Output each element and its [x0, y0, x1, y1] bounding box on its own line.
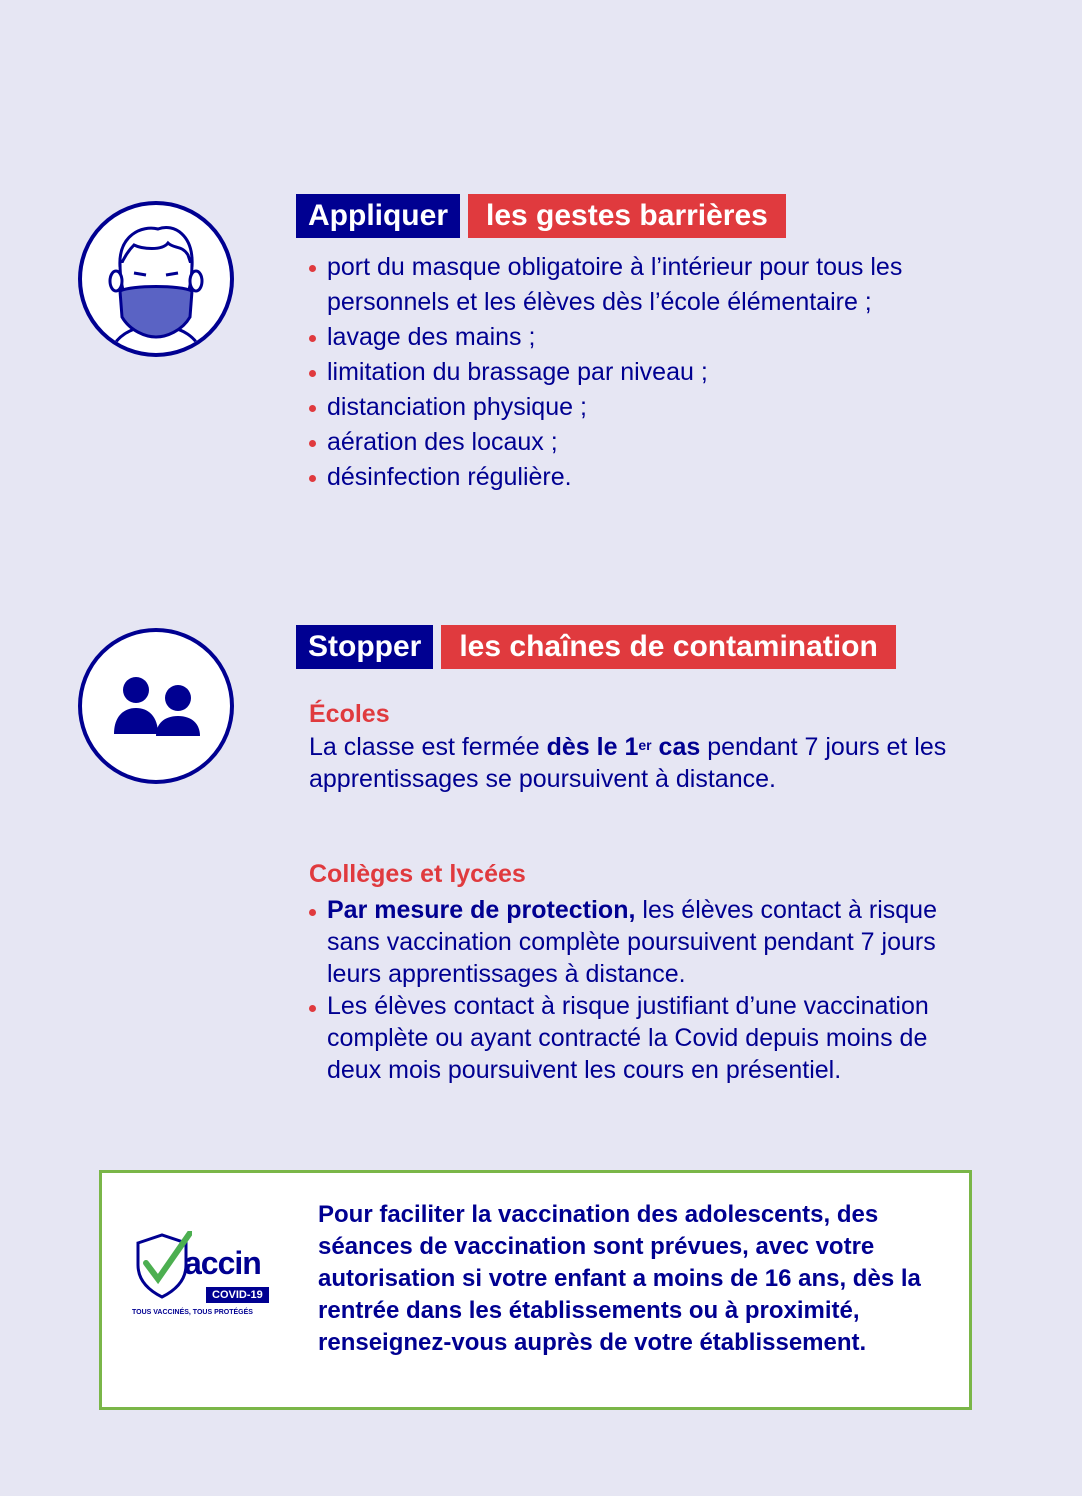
list-item: aération des locaux ;	[309, 425, 1009, 460]
logo-badge: COVID-19	[206, 1287, 269, 1303]
section-2-title-part1: Stopper	[296, 625, 433, 669]
list-item: Par mesure de protection, les élèves contact à risque sans vaccination complète poursuivent pendant 7 jours leurs apprentissages à distance.	[309, 894, 979, 990]
list-item: lavage des mains ;	[309, 320, 1009, 355]
ecoles-text-after: pendant 7 jours et les apprentissages se poursuivent à distance.	[309, 733, 947, 793]
ecoles-bold: dès le 1er cas	[546, 733, 701, 761]
colleges-heading: Collèges et lycées	[309, 860, 526, 888]
logo-word: accin	[184, 1245, 261, 1281]
section-2-header	[296, 625, 896, 669]
list-item: Les élèves contact à risque justifiant d’une vaccination complète ou ayant contracté la Covid depuis moins de deux mois poursuivent les cours en présentiel.	[309, 990, 979, 1086]
colleges-list	[309, 894, 979, 1086]
vaccine-info-text: Pour faciliter la vaccination des adolescents, des séances de vaccination sont prévues, avec votre autorisation si votre enfant a moins de 16 ans, dès la rentrée dans les établissements ou à proximité, renseignez-vous auprès de votre établissement.	[318, 1201, 921, 1356]
section-1-header	[296, 194, 786, 238]
masked-person-icon	[78, 201, 234, 357]
logo-tagline: TOUS VACCINÉS, TOUS PROTÉGÉS	[132, 1309, 253, 1316]
group-people-icon	[78, 628, 234, 784]
list-item: désinfection régulière.	[309, 460, 1009, 495]
vaccine-info-box	[99, 1170, 972, 1410]
ecoles-text	[309, 731, 969, 795]
section-1-title-part1: Appliquer	[296, 194, 460, 238]
list-item: distanciation physique ;	[309, 390, 1009, 425]
list-item: port du masque obligatoire à l’intérieur pour tous les personnels et les élèves dès l’école élémentaire ;	[309, 250, 1009, 320]
ecoles-heading: Écoles	[309, 700, 390, 728]
list-item: limitation du brassage par niveau ;	[309, 355, 1009, 390]
section-1-title-part2: les gestes barrières	[468, 194, 786, 238]
section-2-title-part2: les chaînes de contamination	[441, 625, 895, 669]
colleges-item1-bold: Par mesure de protection,	[327, 896, 636, 924]
ecoles-text-before: La classe est fermée	[309, 733, 547, 761]
barrier-gestures-list	[309, 250, 1009, 495]
shield-check-icon	[132, 1231, 192, 1301]
vaccin-covid-logo	[132, 1231, 282, 1326]
